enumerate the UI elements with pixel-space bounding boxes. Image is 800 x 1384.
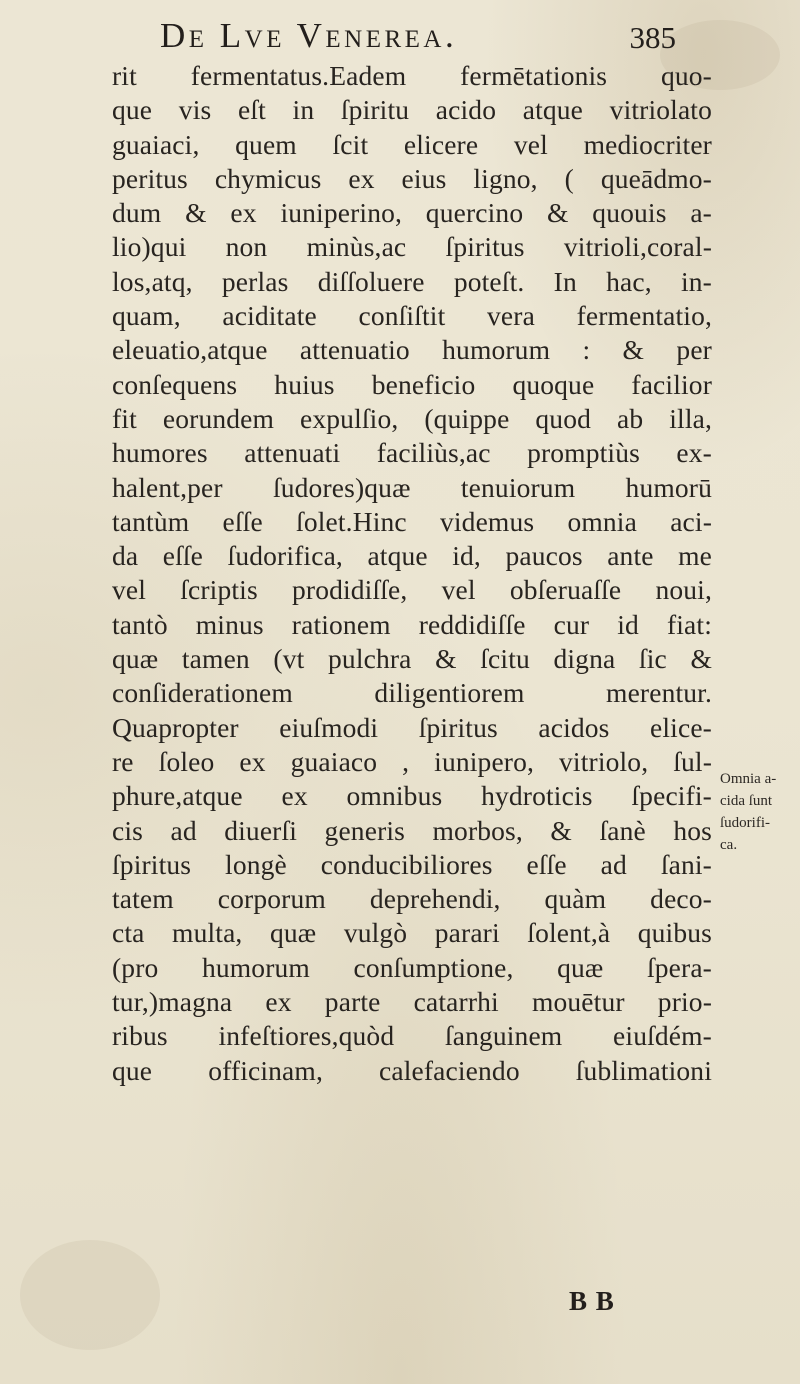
text-line: tantò minus rationem reddidiſſe cur id fiat: <box>112 608 712 640</box>
margin-note <box>720 768 800 856</box>
page-header <box>160 16 700 62</box>
text-line: cta multa, quæ vulgò parari ſolent,à quibus <box>112 917 712 949</box>
text-line: tantùm eſſe ſolet.Hinc videmus omnia aci- <box>112 505 712 537</box>
text-line: da eſſe ſudorifica, atque id, paucos ante me <box>112 540 712 572</box>
text-line: vel ſcriptis prodidiſſe, vel obſeruaſſe noui, <box>112 574 712 606</box>
page-number: 385 <box>629 20 676 55</box>
margin-note-line: ca. <box>720 837 738 853</box>
text-line: lio)qui non minùs,ac ſpiritus vitrioli,coral- <box>112 231 712 263</box>
text-line: los,atq, perlas diſſoluere poteſt. In hac, in- <box>112 265 712 297</box>
text-line: humores attenuati faciliùs,ac promptiùs ex- <box>112 437 712 469</box>
text-line: rit fermentatus.Eadem fermētationis quo- <box>112 60 712 91</box>
text-line: ribus infeſtiores,quòd ſanguinem eiuſdém- <box>112 1020 712 1052</box>
text-line: eleuatio,atque attenuatio humorum : & per <box>112 334 712 366</box>
text-line: tur,)magna ex parte catarrhi mouētur prio- <box>112 986 712 1018</box>
text-line: (pro humorum conſumptione, quæ ſpera- <box>112 951 712 983</box>
text-line: conſequens huius beneficio quoque facilior <box>112 368 712 400</box>
signature-mark: B B <box>569 1286 615 1316</box>
body-text <box>112 59 712 1088</box>
margin-note-line: Omnia a- <box>720 771 777 787</box>
text-line: Quapropter eiuſmodi ſpiritus acidos elice- <box>112 711 712 743</box>
paper-stain <box>20 1240 160 1350</box>
text-line: cis ad diuerſi generis morbos, & ſanè hos <box>112 814 712 846</box>
text-line: ſpiritus longè conducibiliores eſſe ad ſani- <box>112 848 712 880</box>
text-line: fit eorundem expulſio, (quippe quod ab illa, <box>112 402 712 434</box>
text-line: que officinam, calefaciendo ſublimationi <box>112 1054 712 1086</box>
text-line: que vis eſt in ſpiritu acido atque vitriolato <box>112 94 712 126</box>
text-line: re ſoleo ex guaiaco , iunipero, vitriolo, ſul- <box>112 745 712 777</box>
text-line: tatem corporum deprehendi, quàm deco- <box>112 883 712 915</box>
margin-note-line: cida ſunt <box>720 793 773 809</box>
text-line: dum & ex iuniperino, quercino & quouis a- <box>112 197 712 229</box>
text-line: guaiaci, quem ſcit elicere vel mediocriter <box>112 128 712 160</box>
text-line: peritus chymicus ex eius ligno, ( queādmo- <box>112 162 712 194</box>
text-line: conſiderationem diligentiorem merentur. <box>112 677 712 709</box>
margin-note-line: ſudorifi- <box>720 815 770 831</box>
text-line: quæ tamen (vt pulchra & ſcitu digna ſic & <box>112 643 712 675</box>
text-line: phure,atque ex omnibus hydroticis ſpecifi- <box>112 780 712 812</box>
text-line: halent,per ſudores)quæ tenuiorum humorū <box>112 471 712 503</box>
running-title: De Lve Venerea. <box>160 16 458 55</box>
text-line: quam, aciditate conſiſtit vera fermentatio, <box>112 300 712 332</box>
